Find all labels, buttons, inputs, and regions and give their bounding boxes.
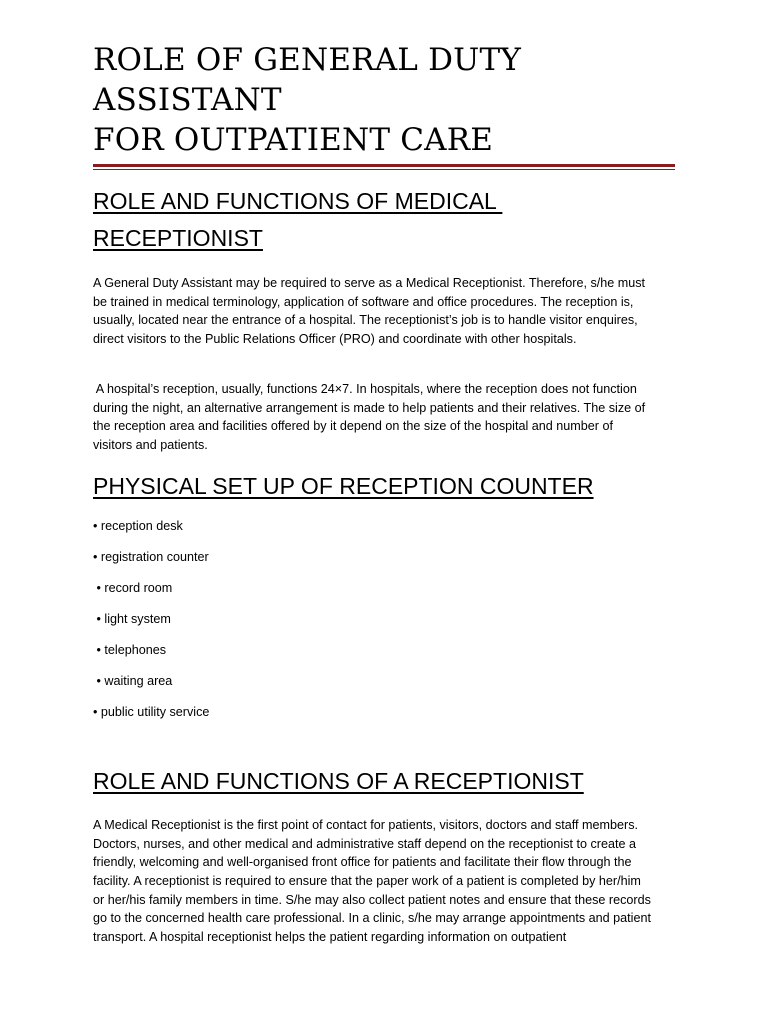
paragraph-line: the reception area and facilities offered by it depend on the size of the hospital and number of [93, 419, 613, 434]
list-item: • registration counter [93, 550, 209, 565]
paragraph-line: or her/his family members in time. S/he may also collect patient notes and ensure that these records [93, 892, 651, 907]
title-divider [93, 164, 675, 170]
paragraph-line: go to the concerned health care professional. In a clinic, s/he may arrange appointments and patient [93, 911, 651, 926]
list-item: • record room [93, 581, 173, 596]
section-heading-medical-receptionist [93, 183, 675, 257]
paragraph-line: visitors and patients. [93, 437, 208, 452]
list-item: • telephones [93, 642, 167, 657]
list-item: • light system [93, 612, 171, 627]
heading-line-1: ROLE AND FUNCTIONS OF MEDICAL [93, 188, 503, 214]
paragraph-line: be trained in medical terminology, application of software and office procedures. The reception is, [93, 294, 634, 309]
paragraph-receptionist-role [93, 816, 675, 946]
physical-setup-list [93, 517, 675, 721]
paragraph-medical-receptionist-intro [93, 274, 675, 348]
document-title [93, 40, 675, 160]
title-line-2: FOR OUTPATIENT CARE [93, 122, 494, 158]
section-heading-receptionist-role: ROLE AND FUNCTIONS OF A RECEPTIONIST [93, 768, 584, 795]
paragraph-line: during the night, an alternative arrangement is made to help patients and their relatives. The size of [93, 400, 646, 415]
paragraph-line: Doctors, nurses, and other medical and administrative staff depend on the receptionist to create a [93, 836, 637, 851]
list-item: • public utility service [93, 704, 210, 719]
list-item: • waiting area [93, 673, 173, 688]
section-heading-physical-setup: PHYSICAL SET UP OF RECEPTION COUNTER [93, 473, 594, 500]
paragraph-line: facility. A receptionist is required to ensure that the paper work of a patient is completed by her/him [93, 874, 641, 889]
list-item: • reception desk [93, 519, 183, 534]
paragraph-line: direct visitors to the Public Relations Officer (PRO) and coordinate with other hospitals. [93, 331, 577, 346]
paragraph-line: A hospital’s reception, usually, functions 24×7. In hospitals, where the reception does not function [93, 381, 637, 396]
paragraph-line: transport. A hospital receptionist helps the patient regarding information on outpatient [93, 929, 567, 944]
heading-line-2: RECEPTIONIST [93, 225, 263, 251]
title-line-1: ROLE OF GENERAL DUTY ASSISTANT [93, 42, 522, 118]
paragraph-reception-hours [93, 361, 675, 454]
paragraph-line: usually, located near the entrance of a hospital. The receptionist’s job is to handle visitor enquires, [93, 313, 638, 328]
paragraph-line: friendly, welcoming and well-organised front office for patients and facilitate their flow through the [93, 855, 632, 870]
paragraph-line: A General Duty Assistant may be required to serve as a Medical Receptionist. Therefore, s/he must [93, 276, 646, 290]
paragraph-line: A Medical Receptionist is the first point of contact for patients, visitors, doctors and staff members. [93, 818, 639, 833]
document-page [93, 40, 675, 946]
